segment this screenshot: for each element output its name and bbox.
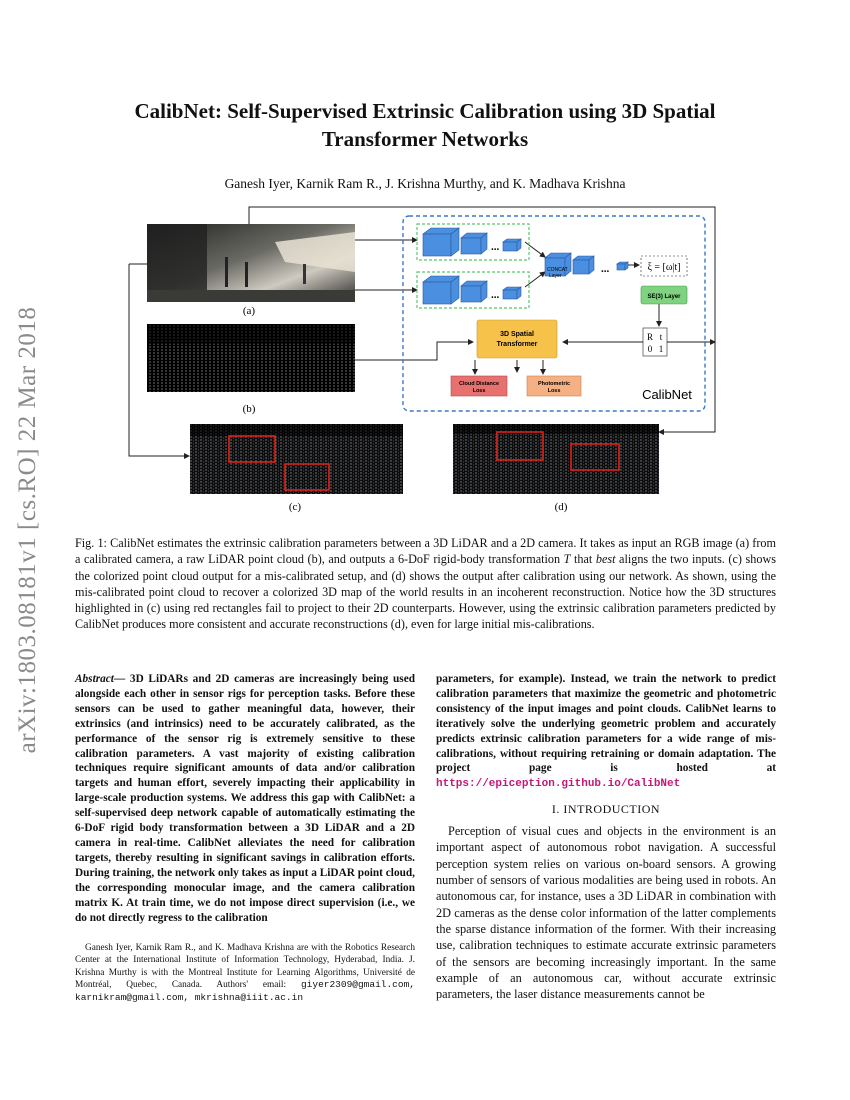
paper-title xyxy=(75,97,775,153)
abstract-text-left: 3D LiDARs and 2D cameras are increasingly being used alongside each other in sensor rigs for perception tasks. Before these sensors can be used to gather meaningful data, however, their extrinsics (and intrinsics) need to be accurately calibrated, as the performance of the sensor rig is extremely sensitive to these calibration parameters. A vast majority of existing calibration techniques require significant amounts of data and/or calibration targets and human effort, severely impacting their applicability in large-scale production systems. We address this gap with CalibNet: a self-supervised deep network capable of automatically estimating the 6-DoF rigid body transformation between a 3D LiDAR and a 2D camera in real-time. CalibNet alleviates the need for calibration targets, thereby resulting in significant savings in calibration efforts. During training, the network only takes as input a LiDAR point cloud, the corresponding monocular image, and the camera calibration matrix K. At train time, we do not impose direct supervision (i.e., we do not directly regress to the calibration xyxy=(75,673,415,924)
introduction-heading: I. INTRODUCTION xyxy=(551,802,661,817)
abstract-left xyxy=(75,672,415,925)
footnote-emails: giyer2309@gmail.com, karnikram@gmail.com, mkrishna@iiit.ac.in xyxy=(75,979,415,1003)
figure-1 xyxy=(125,202,725,518)
caption-T: T xyxy=(563,552,571,567)
panel-a-rgb-image xyxy=(147,224,355,302)
transform-matrix xyxy=(643,328,667,356)
rgb-conv-blocks xyxy=(423,228,521,256)
footnote-text: Ganesh Iyer, Karnik Ram R., and K. Madhava Krishna are with the Robotics Research Center at the International Institute of Information Technology, Hyderabad, India. J. Krishna Murthy is with the Montreal Institute for Learning Algorithms, Université de Montréal, Quebec, Canada. Authors' email: xyxy=(75,943,415,991)
panel-d-label: (d) xyxy=(554,501,568,513)
ellipsis: ... xyxy=(601,263,610,275)
abstract-heading: Abstract xyxy=(75,673,114,685)
ellipsis: ... xyxy=(491,241,500,253)
photo-loss-label-2: Loss xyxy=(547,388,561,394)
matrix-1: 1 xyxy=(658,344,664,354)
title-line-2: Transformer Networks xyxy=(321,127,529,151)
transformer-label-2: Transformer xyxy=(496,341,538,348)
project-url-link[interactable]: https://epiception.github.io/CalibNet xyxy=(436,778,681,791)
author-footnote xyxy=(75,942,415,1004)
left-column xyxy=(75,672,415,925)
matrix-r: R xyxy=(646,332,654,342)
figure-caption xyxy=(75,535,776,633)
matrix-t: t xyxy=(659,332,663,342)
spatial-transformer-box xyxy=(477,320,557,358)
figure-diagram xyxy=(125,202,725,518)
cloud-loss-label-2: Loss xyxy=(472,388,486,394)
panel-c-label: (c) xyxy=(288,501,302,513)
se3-label: SE(3) Layer xyxy=(647,294,681,300)
author-list: Ganesh Iyer, Karnik Ram R., J. Krishna Murthy, and K. Madhava Krishna xyxy=(224,176,626,191)
caption-rest: aligns the two inputs. (c) shows the colorized point cloud output for a mis-calibrated setup, and (d) shows the output after calibration using our network. As shown, using the mis-calibrated point cloud to recover a colorized 3D map of the world results in an incoherent reconstruction. Notice how the 3D structures highlighted in (c) using red rectangles fail to project to their 2D counterparts. However, using the extrinsic calibration parameters predicted by CalibNet produces more consistent and accurate reconstructions (d), even for large initial mis-calibrations. xyxy=(75,552,776,632)
right-column xyxy=(436,672,776,1002)
photo-loss-label-1: Photometric xyxy=(537,381,571,387)
concat-label-2: Layer xyxy=(549,273,562,279)
concat-label-1: CONCAT xyxy=(547,267,568,273)
arxiv-sidebar xyxy=(8,290,48,770)
arxiv-identifier: arXiv:1803.08181v1 [cs.RO] 22 Mar 2018 xyxy=(14,306,41,754)
caption-prefix: Fig. 1: CalibNet estimates the extrinsic calibration parameters between a 3D LiDAR and a 2D camera. It takes as input an RGB image (a) from a calibrated camera, a raw LiDAR point cloud (b), and outputs a 6-DoF rigid-body transformation xyxy=(75,536,776,567)
caption-mid: that xyxy=(570,552,596,567)
matrix-0: 0 xyxy=(647,344,653,354)
abstract-dash: — xyxy=(113,673,130,685)
title-line-1: CalibNet: Self-Supervised Extrinsic Calibration using 3D Spatial xyxy=(134,99,716,123)
calibnet-label: CalibNet xyxy=(642,387,692,402)
panel-b-lidar-cloud xyxy=(147,324,355,392)
depth-conv-blocks xyxy=(423,276,521,304)
cloud-loss-label-1: Cloud Distance xyxy=(458,381,500,387)
panel-b-label: (b) xyxy=(242,403,256,415)
introduction-paragraph: Perception of visual cues and objects in the environment is an important aspect of autonomous robot navigation. A successful perception system relies on various on-board sensors. A growing number of sensors of various modalities are being used in robots. An autonomous car, for instance, uses a 3D LiDAR in combination with 2D cameras as the dense color information of the latter complements the sparse distance information of the former. With their increasing use, calibration techniques to estimate accurate extrinsic parameters of the sensors are becoming increasingly important. In the same example of an autonomous car, without accurate extrinsic parameters, the laser distance measurements cannot be xyxy=(436,824,776,1002)
caption-best: best xyxy=(595,552,616,567)
abstract-text-right: parameters, for example). Instead, we train the network to predict calibration parameters that maximize the geometric and photometric consistency of the input images and point clouds. CalibNet learns to iteratively solve the underlying geometric problem and accurately predicts extrinsic calibration parameters for a wide range of mis-calibrations, without requiring retraining or domain adaptation. The project page is hosted at xyxy=(436,673,776,775)
panel-d-calibrated-cloud xyxy=(453,424,659,494)
panel-a-label: (a) xyxy=(242,305,256,317)
transformer-label-1: 3D Spatial xyxy=(500,331,534,338)
panel-c-miscalibrated-cloud xyxy=(190,424,403,494)
ellipsis: ... xyxy=(491,289,500,301)
abstract-right xyxy=(436,672,776,792)
xi-label: ξ = [ω|t] xyxy=(647,262,681,273)
